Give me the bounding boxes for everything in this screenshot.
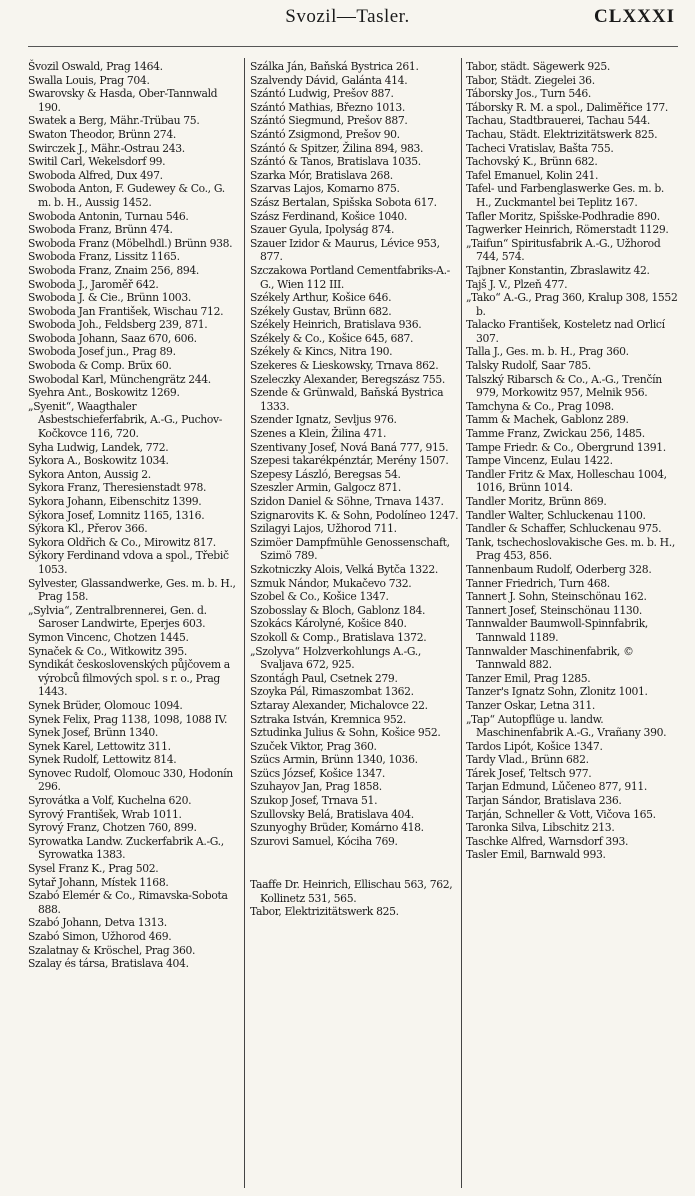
directory-entry: Tafel- und Farbenglaswerke Ges. m. b. H., Zuckmantel bei Teplitz 167. (466, 182, 664, 209)
directory-entry: Syndikát československých půjčovem a výrobců filmových spol. s r. o., Prag 1443. (28, 658, 230, 699)
directory-entry: „Tap“ Autopflüge u. landw. Maschinenfabrik A.-G., Vrañany 390. (466, 712, 667, 740)
directory-entry: Swoboda Alfred, Dux 497. (28, 168, 163, 182)
directory-entry: Synovec Rudolf, Olomouc 330, Hodonín 296. (28, 766, 233, 794)
directory-entry: Tajš J. V., Plzeň 477. (466, 277, 568, 291)
directory-entry: Swoboda J. & Cie., Brünn 1003. (28, 291, 191, 305)
directory-entry: Swobodal Karl, Münchengrätz 244. (28, 372, 211, 386)
directory-entry: Tanzer Emil, Prag 1285. (466, 671, 591, 685)
directory-entry: Szabó Johann, Detva 1313. (28, 916, 167, 930)
directory-entry: Talacko František, Kosteletz nad Orlicí 307. (466, 318, 665, 345)
directory-entry: Szoyka Pál, Rimaszombat 1362. (250, 685, 414, 699)
directory-entry: Swarovsky & Hasda, Ober-Tannwald 190. (28, 87, 218, 114)
directory-entry: Talsky Rudolf, Saar 785. (466, 359, 591, 373)
directory-entry: Szántó Siegmund, Prešov 887. (250, 114, 408, 128)
directory-entry: Tampe Vincenz, Eulau 1422. (466, 454, 613, 468)
directory-entry: Szepesy László, Beregsas 54. (250, 467, 401, 481)
directory-entry: Szczakowa Portland Cementfabriks-A.-G., Wien 112 III. (250, 263, 450, 291)
directory-entry: Szende & Grünwald, Baňská Bystrica 1333. (250, 386, 444, 413)
directory-entry: Szalvendy Dávid, Galánta 414. (250, 73, 408, 87)
directory-entry: Szilagyi Lajos, Užhorod 711. (250, 522, 397, 536)
directory-entry: Szántó & Spitzer, Žilina 894, 983. (250, 141, 424, 155)
directory-entry: Szász Bertalan, Spišska Sobota 617. (250, 195, 437, 209)
directory-entry: Synek Karel, Lettowitz 311. (28, 739, 171, 753)
directory-entry: Taschke Alfred, Warnsdorf 393. (466, 834, 629, 848)
directory-entry: Tannwalder Maschinenfabrik, © Tannwald 882. (466, 644, 634, 672)
directory-entry: Tajbner Konstantin, Zbraslawitz 42. (466, 263, 650, 277)
directory-entry: Swirczek J., Mähr.-Ostrau 243. (28, 141, 185, 155)
directory-entry: Szücs Armin, Brünn 1340, 1036. (250, 753, 418, 767)
directory-entry: Symon Vincenc, Chotzen 1445. (28, 630, 189, 644)
directory-entry: „Sylvia“, Zentralbrennerei, Gen. d. Saroser Landwirte, Eperjes 603. (28, 603, 207, 631)
column-divider-1 (244, 58, 245, 1188)
directory-entry: Tandler Walter, Schluckenau 1100. (466, 508, 646, 522)
directory-entry: Tárek Josef, Teltsch 977. (466, 766, 592, 780)
directory-entry: Szántó & Tanos, Bratislava 1035. (250, 155, 421, 169)
directory-entry: Szukop Josef, Trnava 51. (250, 794, 378, 808)
directory-entry: Szkotniczky Alois, Velká Bytča 1322. (250, 562, 438, 576)
directory-entry: Szalatnay & Kröschel, Prag 360. (28, 943, 196, 957)
directory-entry: Táborsky Jos., Turn 546. (466, 87, 591, 101)
directory-entry: Tachovský K., Brünn 682. (466, 155, 598, 169)
directory-entry: Synaček & Co., Witkowitz 395. (28, 644, 187, 658)
directory-entry: Szunyoghy Brüder, Komárno 418. (250, 821, 424, 835)
directory-entry: Tannwalder Baumwoll-Spinnfabrik, Tannwald 1189. (466, 617, 648, 644)
directory-entry: Szász Ferdinand, Košice 1040. (250, 209, 408, 223)
directory-entry: Swoboda Franz, Brünn 474. (28, 223, 173, 237)
directory-entry: Swoboda Johann, Saaz 670, 606. (28, 331, 197, 345)
directory-entry: „Syenit“, Waagthaler Asbestschieferfabrik, A.-G., Puchov-Kočkovce 116, 720. (28, 399, 223, 441)
directory-entry: Sztudinka Julius & Sohn, Košice 952. (250, 726, 441, 740)
directory-entry: Szepesi takarékpénztár, Merény 1507. (250, 454, 449, 468)
directory-entry: Szobosslay & Bloch, Gablonz 184. (250, 603, 426, 617)
directory-entry: Swaton Theodor, Brünn 274. (28, 127, 176, 141)
directory-entry: Tannert Josef, Steinschönau 1130. (466, 603, 642, 617)
directory-entry: Tardos Lipót, Košice 1347. (466, 739, 603, 753)
directory-entry: Tandler Fritz & Max, Holleschau 1004, 1016, Brünn 1014. (466, 467, 667, 495)
directory-entry: Tafel Emanuel, Kolin 241. (466, 168, 599, 182)
directory-entry: Sykora Franz, Theresienstadt 978. (28, 481, 207, 495)
directory-entry: Szauer Izidor & Maurus, Lévice 953, 877. (250, 236, 440, 264)
directory-entry: Synek Josef, Brünn 1340. (28, 726, 158, 740)
directory-entry: Sytař Johann, Místek 1168. (28, 875, 169, 889)
directory-entry: Táborsky R. M. a spol., Dalimĕřice 177. (466, 100, 668, 114)
directory-entry: Sylvester, Glassandwerke, Ges. m. b. H., Prag 158. (28, 576, 236, 604)
directory-entry: Szidon Daniel & Söhne, Trnava 1437. (250, 495, 444, 508)
directory-entry: Swalla Louis, Prag 704. (28, 73, 150, 87)
directory-entry: Tanner Friedrich, Turn 468. (466, 576, 610, 590)
directory-entry: Szálka Ján, Baňská Bystrica 261. (250, 60, 419, 73)
directory-entry: Szokoll & Comp., Bratislava 1372. (250, 630, 427, 644)
directory-entry: Syrový František, Wrab 1011. (28, 807, 182, 821)
directory-entry: Tabor, städt. Sägewerk 925. (466, 60, 610, 73)
directory-entry: Swoboda Josef jun., Prag 89. (28, 345, 176, 359)
directory-entry: Tarjan Edmund, Lǔčeneo 877, 911. (466, 780, 647, 794)
directory-entry: Szalay és társa, Bratislava 404. (28, 957, 189, 971)
entry-gap (250, 859, 460, 867)
directory-entry: Swoboda J., Jaroměř 642. (28, 277, 159, 291)
directory-entry: Tanzer's Ignatz Sohn, Zlonitz 1001. (466, 685, 648, 699)
page-number: CLXXXI (594, 6, 675, 27)
directory-entry: Tardy Vlad., Brünn 682. (466, 753, 589, 767)
directory-entry: Swoboda Joh., Feldsberg 239, 871. (28, 318, 208, 332)
directory-entry: Tanzer Oskar, Letna 311. (466, 698, 595, 712)
column-divider-2 (461, 58, 462, 1188)
column-3 (466, 60, 678, 862)
directory-entry: Tannert J. Sohn, Steinschönau 162. (466, 590, 647, 604)
directory-entry: Tafler Moritz, Spišske-Podhradie 890. (466, 209, 660, 223)
directory-entry: Tamme Franz, Zwickau 256, 1485. (466, 427, 645, 441)
directory-entry: Tank, tschechoslovakische Ges. m. b. H., Prag 453, 856. (466, 535, 675, 563)
directory-entry: Székely & Co., Košice 645, 687. (250, 331, 414, 345)
directory-entry: Tannenbaum Rudolf, Oderberg 328. (466, 562, 652, 576)
directory-entry: „Tako“ A.-G., Prag 360, Kralup 308, 1552 b. (466, 291, 678, 318)
directory-entry: Tachau, Städt. Elektrizitätswerk 825. (466, 127, 658, 141)
directory-entry: „Taifun“ Spiritusfabrik A.-G., Užhorod 744, 574. (466, 236, 661, 264)
directory-entry: Swoboda Franz (Möbelhdl.) Brünn 938. (28, 236, 233, 250)
directory-entry: Szeszler Armin, Galgocz 871. (250, 481, 401, 495)
directory-entry: Sýkora Josef, Lomnitz 1165, 1316. (28, 508, 205, 522)
directory-entry: Szuček Viktor, Prag 360. (250, 739, 377, 753)
directory-entry: Szenes a Klein, Žilina 471. (250, 427, 387, 441)
directory-entry: Székely Gustav, Brünn 682. (250, 304, 392, 318)
directory-entry: Syrowatka Landw. Zuckerfabrik A.-G., Syrowatka 1383. (28, 834, 224, 862)
directory-entry: Szücs József, Košice 1347. (250, 766, 385, 780)
directory-entry: Switil Carl, Wekelsdorf 99. (28, 155, 166, 169)
directory-entry: Szimöer Dampfmühle Genossenschaft, Szimö 789. (250, 535, 450, 563)
directory-entry: Szarka Mór, Bratislava 268. (250, 168, 393, 182)
directory-entry: Taaffe Dr. Heinrich, Ellischau 563, 762, Kollinetz 531, 565. (250, 878, 453, 905)
directory-entry: Sztaray Alexander, Michalovce 22. (250, 698, 428, 712)
directory-entry: Talszký Ribarsch & Co., A.-G., Trenčín 979, Morkowitz 957, Melnik 956. (466, 372, 662, 400)
directory-entry: Tamchyna & Co., Prag 1098. (466, 399, 614, 413)
directory-entry: Sysel Franz K., Prag 502. (28, 862, 159, 876)
directory-entry: Tabor, Städt. Ziegelei 36. (466, 73, 595, 87)
directory-entry: Szontágh Paul, Csetnek 279. (250, 671, 398, 685)
directory-entry: Szauer Gyula, Ipolyság 874. (250, 223, 395, 237)
directory-entry: Talla J., Ges. m. b. H., Prag 360. (466, 345, 629, 359)
directory-entry: Szentivany Josef, Nová Baná 777, 915. (250, 440, 449, 454)
directory-entry: Székely Heinrich, Bratislava 936. (250, 318, 422, 332)
directory-entry: Taronka Silva, Libschitz 213. (466, 821, 615, 835)
directory-entry: Székely Arthur, Košice 646. (250, 291, 392, 305)
directory-entry: Tacheci Vratislav, Bašta 755. (466, 141, 614, 155)
directory-entry: Szokács Károlyné, Košice 840. (250, 617, 407, 631)
directory-entry: Szullovsky Belá, Bratislava 404. (250, 807, 414, 821)
directory-entry: Szignarovits K. & Sohn, Podolíneo 1247. (250, 508, 459, 522)
directory-entry: Szuhayov Jan, Prag 1858. (250, 780, 382, 794)
directory-entry: Syehra Ant., Boskowitz 1269. (28, 386, 180, 400)
directory-entry: Tachau, Stadtbrauerei, Tachau 544. (466, 114, 650, 128)
directory-entry: Szántó Mathias, Březno 1013. (250, 100, 405, 114)
directory-entry: Tandler & Schaffer, Schluckenau 975. (466, 522, 662, 536)
directory-entry: Szender Ignatz, Sevljus 976. (250, 413, 397, 427)
directory-entry: Swatek a Berg, Mähr.-Trübau 75. (28, 114, 200, 128)
directory-entry: Synek Rudolf, Lettowitz 814. (28, 753, 177, 767)
directory-entry: Tabor, Elektrizitätswerk 825. (250, 905, 399, 919)
directory-entry: Sykora Oldřich & Co., Mirowitz 817. (28, 535, 216, 549)
header-rule (28, 46, 678, 47)
directory-entry: Synek Brüder, Olomouc 1094. (28, 698, 183, 712)
directory-entry: Swoboda & Comp. Brüx 60. (28, 359, 172, 373)
directory-entry: Swoboda Jan František, Wischau 712. (28, 304, 224, 318)
directory-entry: Tampe Friedr. & Co., Obergrund 1391. (466, 440, 666, 454)
directory-entry: Szántó Ludwig, Prešov 887. (250, 87, 394, 101)
directory-entry: Swoboda Franz, Lissitz 1165. (28, 250, 180, 264)
directory-entry: Szarvas Lajos, Komarno 875. (250, 182, 400, 196)
directory-entry: Szántó Zsigmond, Prešov 90. (250, 127, 400, 141)
directory-entry: Sykora Anton, Aussig 2. (28, 467, 151, 481)
directory-entry: Syrovátka a Volf, Kuchelna 620. (28, 794, 192, 808)
directory-entry: Tarjan Sándor, Bratislava 236. (466, 794, 622, 808)
directory-entry: Tamm & Machek, Gablonz 289. (466, 413, 629, 427)
directory-entry: Syrový Franz, Chotzen 760, 899. (28, 821, 197, 835)
directory-entry: Szurovi Samuel, Kóciha 769. (250, 834, 398, 848)
directory-entry: Synek Felix, Prag 1138, 1098, 1088 IV. (28, 712, 228, 726)
directory-entry: Swoboda Franz, Znaim 256, 894. (28, 263, 199, 277)
directory-entry: Sykora A., Boskowitz 1034. (28, 454, 169, 468)
directory-entry: Szabó Simon, Užhorod 469. (28, 930, 172, 943)
page-header (0, 6, 695, 36)
directory-entry: Sykora Johann, Eibenschitz 1399. (28, 495, 202, 508)
directory-entry: Sýkora Kl., Přerov 366. (28, 522, 148, 536)
directory-entry: „Szolyva“ Holzverkohlungs A.-G., Svaljava 672, 925. (250, 644, 421, 672)
directory-entry: Švozil Oswald, Prag 1464. (28, 60, 163, 73)
directory-entry: Syha Ludwig, Landek, 772. (28, 440, 169, 454)
directory-entry: Sztraka István, Kremnica 952. (250, 712, 407, 726)
directory-entry: Swoboda Anton, F. Gudewey & Co., G. m. b. H., Aussig 1452. (28, 182, 225, 209)
directory-entry: Tarján, Schneller & Vott, Vičova 165. (466, 807, 656, 821)
column-2 (250, 60, 460, 919)
directory-entry: Tandler Moritz, Brünn 869. (466, 495, 607, 508)
directory-entry: Szabó Elemér & Co., Rimavska-Sobota 888. (28, 889, 228, 916)
directory-entry: Szekeres & Lieskowsky, Trnava 862. (250, 359, 439, 373)
column-1 (28, 60, 238, 971)
directory-entry: Szmuk Nándor, Mukačevo 732. (250, 576, 412, 590)
page-title: Svozil—Tasler. (285, 6, 410, 27)
directory-entry: Swoboda Antonin, Turnau 546. (28, 209, 189, 223)
directory-entry: Tagwerker Heinrich, Römerstadt 1129. (466, 223, 669, 237)
directory-entry: Sýkory Ferdinand vdova a spol., Třebič 1053. (28, 549, 229, 576)
directory-entry: Szobel & Co., Košice 1347. (250, 590, 389, 604)
directory-entry: Tasler Emil, Barnwald 993. (466, 848, 606, 862)
directory-entry: Szeleczky Alexander, Beregszász 755. (250, 372, 445, 386)
directory-entry: Székely & Kincs, Nitra 190. (250, 345, 393, 359)
